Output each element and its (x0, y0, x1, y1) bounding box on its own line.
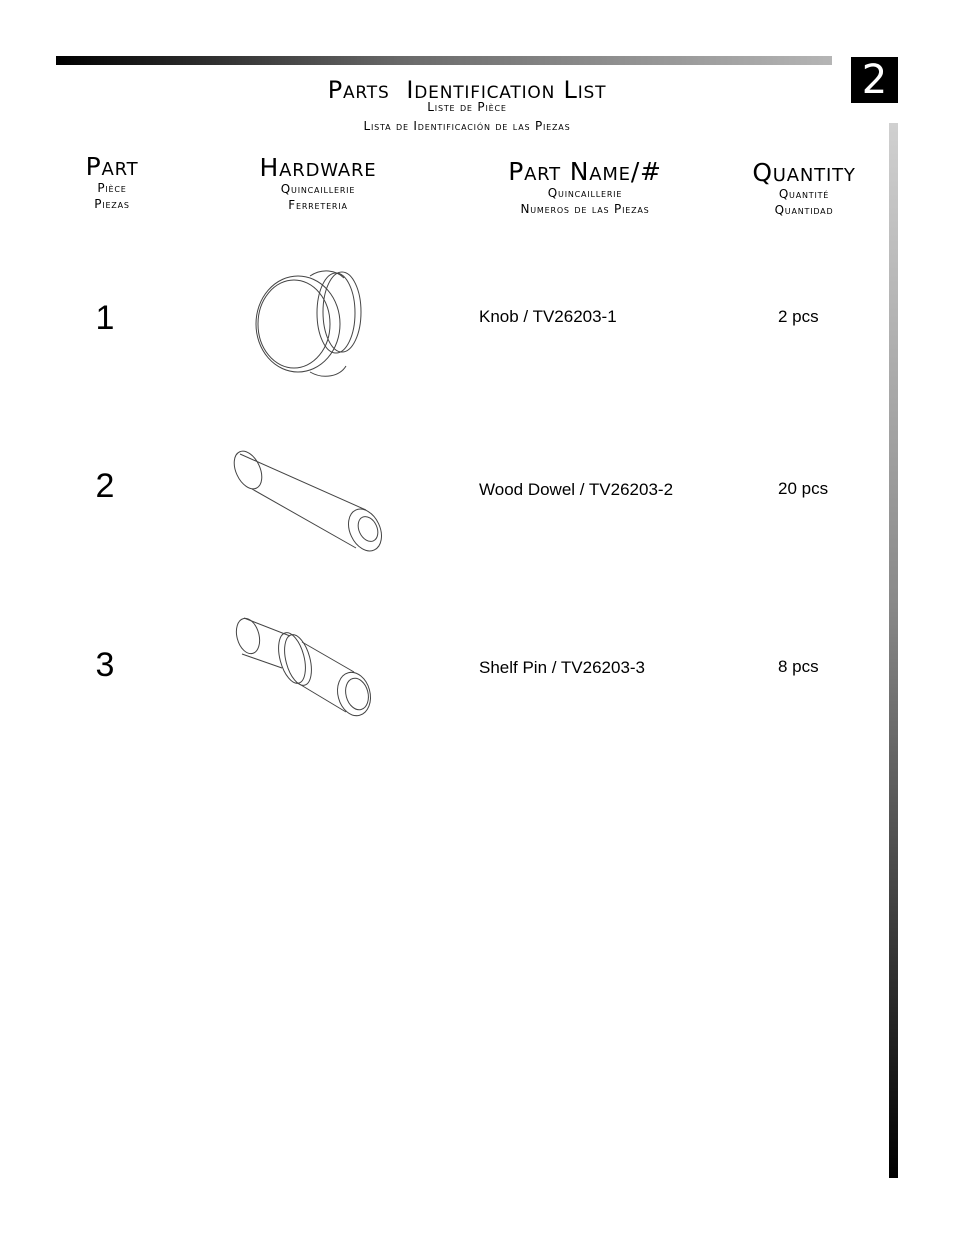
column-header-part-name-french: Quincaillerie (547, 186, 623, 200)
column-header-part-name (470, 159, 700, 217)
column-header-quantity-spanish: Quantidad (774, 203, 834, 217)
column-header-part (62, 154, 162, 212)
part-quantity: 2 pcs (778, 307, 819, 326)
page-title: Parts Identification List (327, 76, 607, 104)
part-quantity: 8 pcs (778, 657, 819, 676)
column-header-part-spanish: Piezas (94, 197, 130, 211)
column-header-hardware-french: Quincaillerie (280, 182, 356, 196)
part-quantity: 20 pcs (778, 479, 829, 498)
knob-icon (250, 266, 370, 384)
column-header-quantity-french: Quantité (778, 187, 830, 201)
part-name: Knob / TV26203-1 (479, 307, 617, 326)
part-name: Wood Dowel / TV26203-2 (479, 480, 674, 499)
column-header-hardware-label: Hardware (259, 153, 377, 182)
column-header-part-name-spanish: Numeros de las Piezas (520, 202, 650, 216)
part-name: Shelf Pin / TV26203-3 (479, 658, 646, 677)
page-title-spanish: Lista de Identificación de las Piezas (363, 119, 571, 133)
part-number: 2 (95, 467, 115, 505)
column-header-quantity-label: Quantity (752, 158, 856, 187)
top-decorative-bar (56, 56, 832, 65)
column-header-hardware-spanish: Ferreteria (288, 198, 348, 212)
part-number: 1 (95, 299, 115, 337)
wood-dowel-icon (230, 448, 390, 558)
column-header-hardware (228, 155, 408, 213)
part-number: 3 (95, 646, 115, 684)
shelf-pin-icon (230, 612, 380, 724)
column-header-quantity (728, 160, 880, 218)
column-header-part-french: Pièce (97, 181, 127, 195)
column-header-part-name-label: Part Name/# (508, 157, 662, 186)
side-decorative-bar (889, 123, 898, 1178)
page-title-french: Liste de Pièce (427, 100, 507, 114)
column-header-part-label: Part (85, 152, 139, 181)
page-number-badge: 2 (851, 57, 898, 103)
